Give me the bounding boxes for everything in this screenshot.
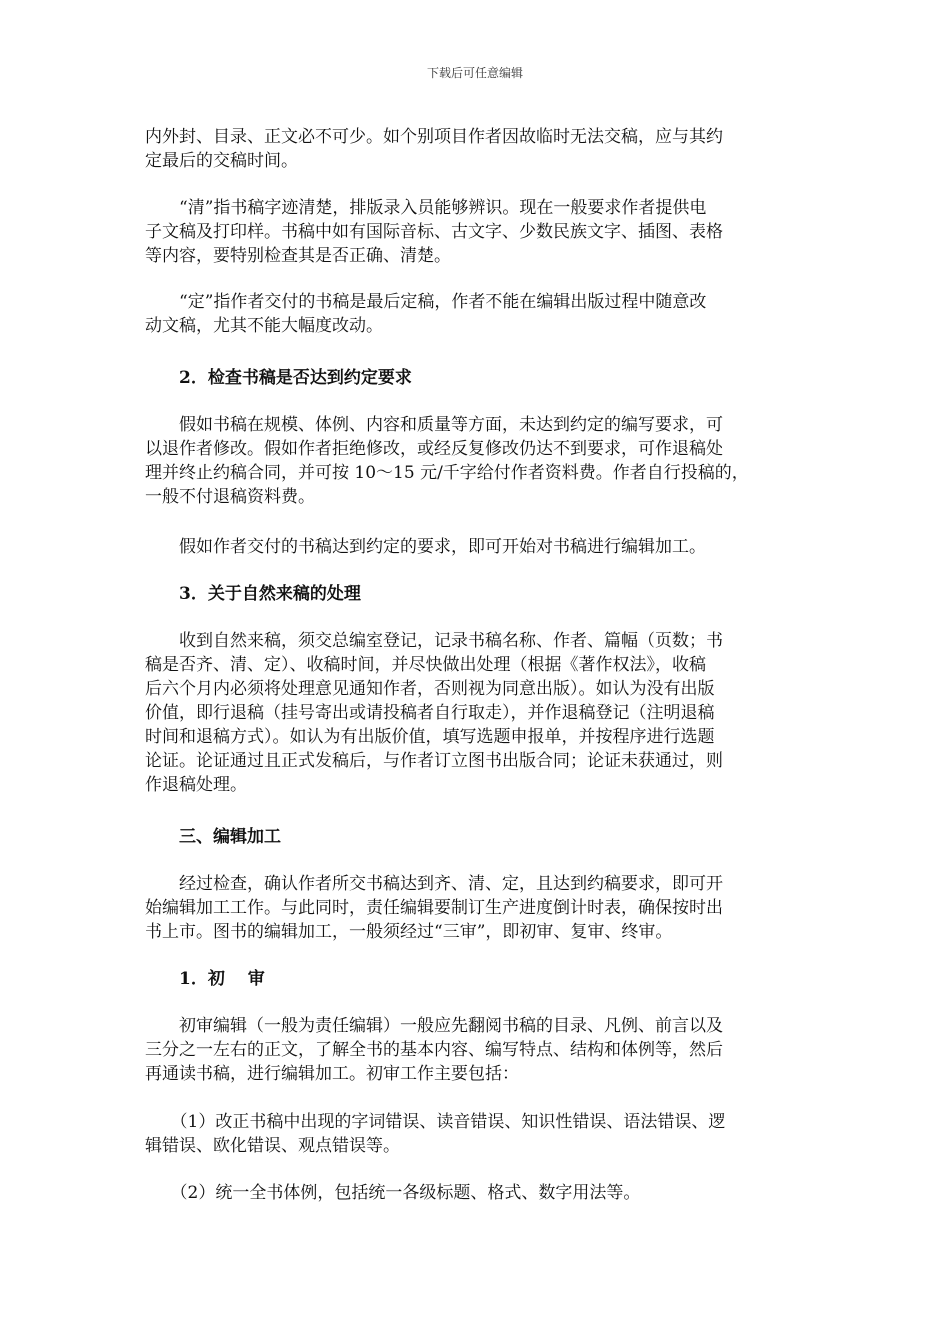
text-line: 稿是否齐、清、定）、收稿时间，并尽快做出处理（根据《著作权法》，收稿 [145,655,706,675]
paragraph [145,629,810,797]
text-line: 再通读书稿，进行编辑加工。初审工作主要包括： [145,1064,519,1084]
page-header: 下载后可任意编辑 [426,66,523,80]
paragraph [145,872,810,944]
text-line: 以退作者修改。假如作者拒绝修改，或经反复修改仍达不到要求，可作退稿处 [145,439,723,459]
text-line: 定最后的交稿时间。 [145,151,298,171]
text-line: （2）统一全书体例，包括统一各级标题、格式、数字用法等。 [145,1183,641,1203]
text-line: 始编辑加工工作。与此同时，责任编辑要制订生产进度倒计时表，确保按时出 [145,898,723,918]
text-line: 论证。论证通过且正式发稿后，与作者订立图书出版合同；论证未获通过，则 [145,751,723,771]
text-line: （1）改正书稿中出现的字词错误、读音错误、知识性错误、语法错误、逻 [145,1112,726,1132]
paragraph [145,196,810,268]
section-heading [145,582,810,606]
text-line: “定”指作者交付的书稿是最后定稿，作者不能在编辑出版过程中随意改 [145,292,707,312]
text-line: 后六个月内必须将处理意见通知作者，否则视为同意出版）。如认为没有出版 [145,679,715,699]
paragraph [145,1181,810,1205]
text-line: 1．初 审 [145,969,265,989]
text-line: 作退稿处理。 [145,775,247,795]
section-heading [145,967,810,991]
paragraph [145,535,810,559]
text-line: 假如作者交付的书稿达到约定的要求，即可开始对书稿进行编辑加工。 [145,537,706,557]
text-line: 时间和退稿方式）。如认为有出版价值，填写选题申报单，并按程序进行选题 [145,727,715,747]
text-line: 子文稿及打印样。书稿中如有国际音标、古文字、少数民族文字、插图、表格 [145,222,723,242]
text-line: 经过检查，确认作者所交书稿达到齐、清、定，且达到约稿要求，即可开 [145,874,723,894]
text-line: 动文稿，尤其不能大幅度改动。 [145,316,383,336]
paragraph [145,413,810,509]
text-line: 书上市。图书的编辑加工，一般须经过“三审”，即初审、复审、终审。 [145,922,673,942]
paragraph [145,125,810,173]
paragraph [145,1014,810,1086]
text-line: 内外封、目录、正文必不可少。如个别项目作者因故临时无法交稿，应与其约 [145,127,723,147]
text-line: 3．关于自然来稿的处理 [145,584,361,604]
text-line: 价值，即行退稿（挂号寄出或请投稿者自行取走），并作退稿登记（注明退稿 [145,703,715,723]
text-line: 2．检查书稿是否达到约定要求 [145,368,412,388]
text-line: 三分之一左右的正文，了解全书的基本内容、编写特点、结构和体例等，然后 [145,1040,723,1060]
paragraph [145,1110,810,1158]
paragraph [145,290,810,338]
text-line: 初审编辑（一般为责任编辑）一般应先翻阅书稿的目录、凡例、前言以及 [145,1016,723,1036]
section-heading [145,825,810,849]
text-line: 三、编辑加工 [145,827,281,847]
text-line: “清”指书稿字迹清楚，排版录入员能够辨识。现在一般要求作者提供电 [145,198,707,218]
text-line: 假如书稿在规模、体例、内容和质量等方面，未达到约定的编写要求，可 [145,415,723,435]
text-line: 等内容，要特别检查其是否正确、清楚。 [145,246,451,266]
text-line: 收到自然来稿，须交总编室登记，记录书稿名称、作者、篇幅（页数；书 [145,631,723,651]
text-line: 一般不付退稿资料费。 [145,487,315,507]
section-heading [145,366,810,390]
text-line: 辑错误、欧化错误、观点错误等。 [145,1136,400,1156]
text-line: 理并终止约稿合同，并可按 10～15 元/千字给付作者资料费。作者自行投稿的， [145,463,749,483]
